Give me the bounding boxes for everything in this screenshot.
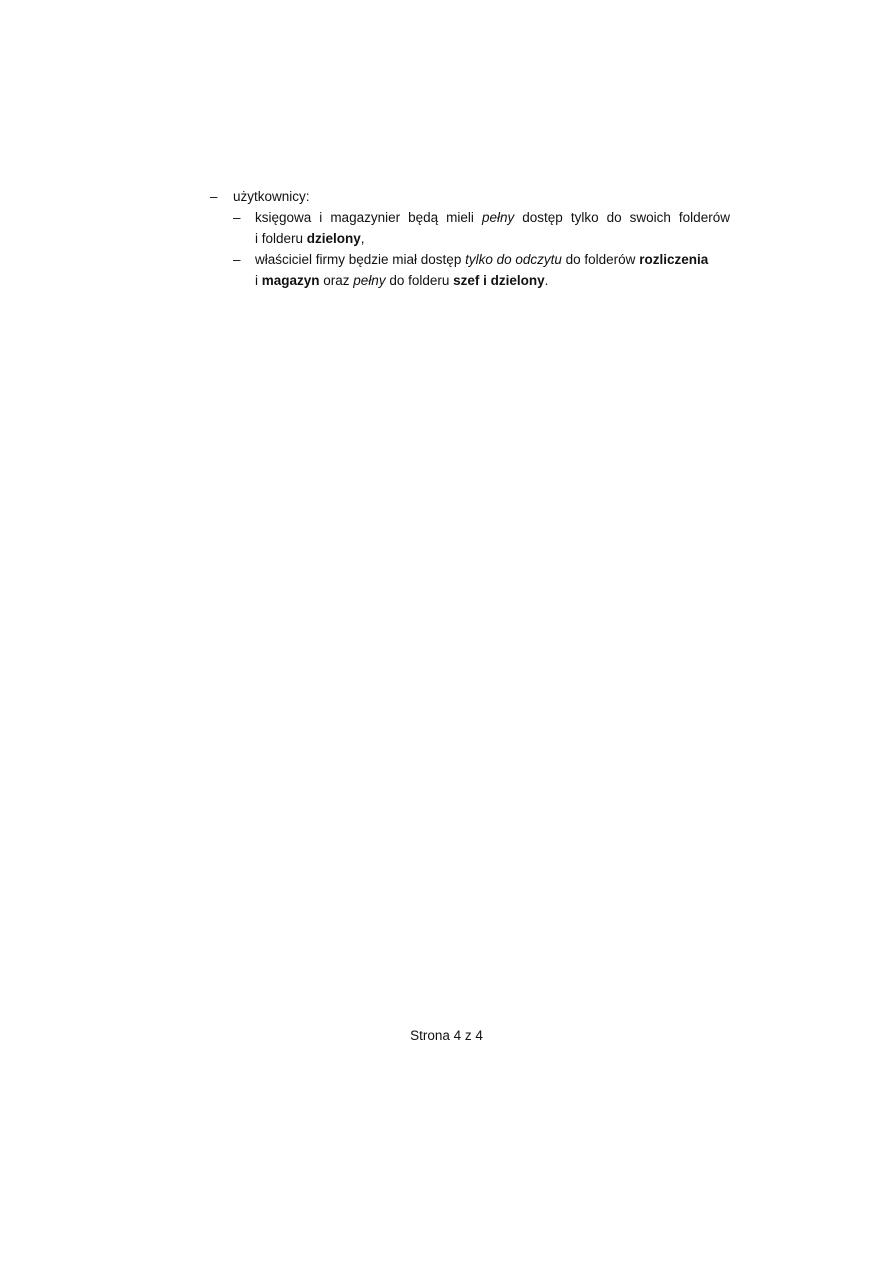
item2-line2-mid2: do folderu — [385, 273, 454, 288]
folder-name-szef-dzielony: szef i dzielony — [453, 273, 545, 288]
list-dash: – — [233, 252, 241, 267]
item1-word: dostęp — [522, 210, 563, 225]
item1-word: i — [319, 210, 323, 225]
list-item-accountant-warehouse — [210, 207, 730, 228]
folder-name-rozliczenia: rozliczenia — [639, 252, 709, 267]
list-item-users — [210, 186, 730, 207]
item1-word: swoich — [629, 210, 671, 225]
permissions-list — [210, 186, 730, 291]
list-dash: – — [233, 210, 241, 225]
item1-word: mieli — [446, 210, 474, 225]
item2-line1-a: właściciel firmy będzie miał dostęp — [255, 252, 466, 267]
item2-line2-prefix: i — [255, 273, 262, 288]
item1-line2-prefix: i folderu — [255, 231, 307, 246]
item1-line2 — [210, 228, 730, 249]
item1-word: magazynier — [330, 210, 401, 225]
item1-word: do — [606, 210, 622, 225]
folder-name-dzielony: dzielony — [306, 231, 361, 246]
item2-line1-b: do folderów — [561, 252, 640, 267]
item1-line1 — [255, 207, 730, 228]
item2-full-access: pełny — [353, 273, 386, 288]
item1-word: księgowa — [255, 210, 312, 225]
list-dash: – — [210, 189, 218, 204]
item2-line2 — [210, 270, 730, 291]
item2-line2-suffix: . — [544, 273, 549, 288]
list-heading: użytkownicy: — [233, 189, 310, 204]
item1-line2-suffix: , — [360, 231, 365, 246]
item1-word: będą — [408, 210, 439, 225]
item1-word-italic: pełny — [481, 210, 515, 225]
item2-line2-mid: oraz — [319, 273, 354, 288]
item1-word: folderów — [678, 210, 730, 225]
item1-word: tylko — [570, 210, 599, 225]
page-number: Strona 4 z 4 — [410, 1028, 483, 1043]
folder-name-magazyn: magazyn — [261, 273, 320, 288]
list-item-owner — [210, 249, 730, 270]
item2-read-only: tylko do odczytu — [465, 252, 562, 267]
